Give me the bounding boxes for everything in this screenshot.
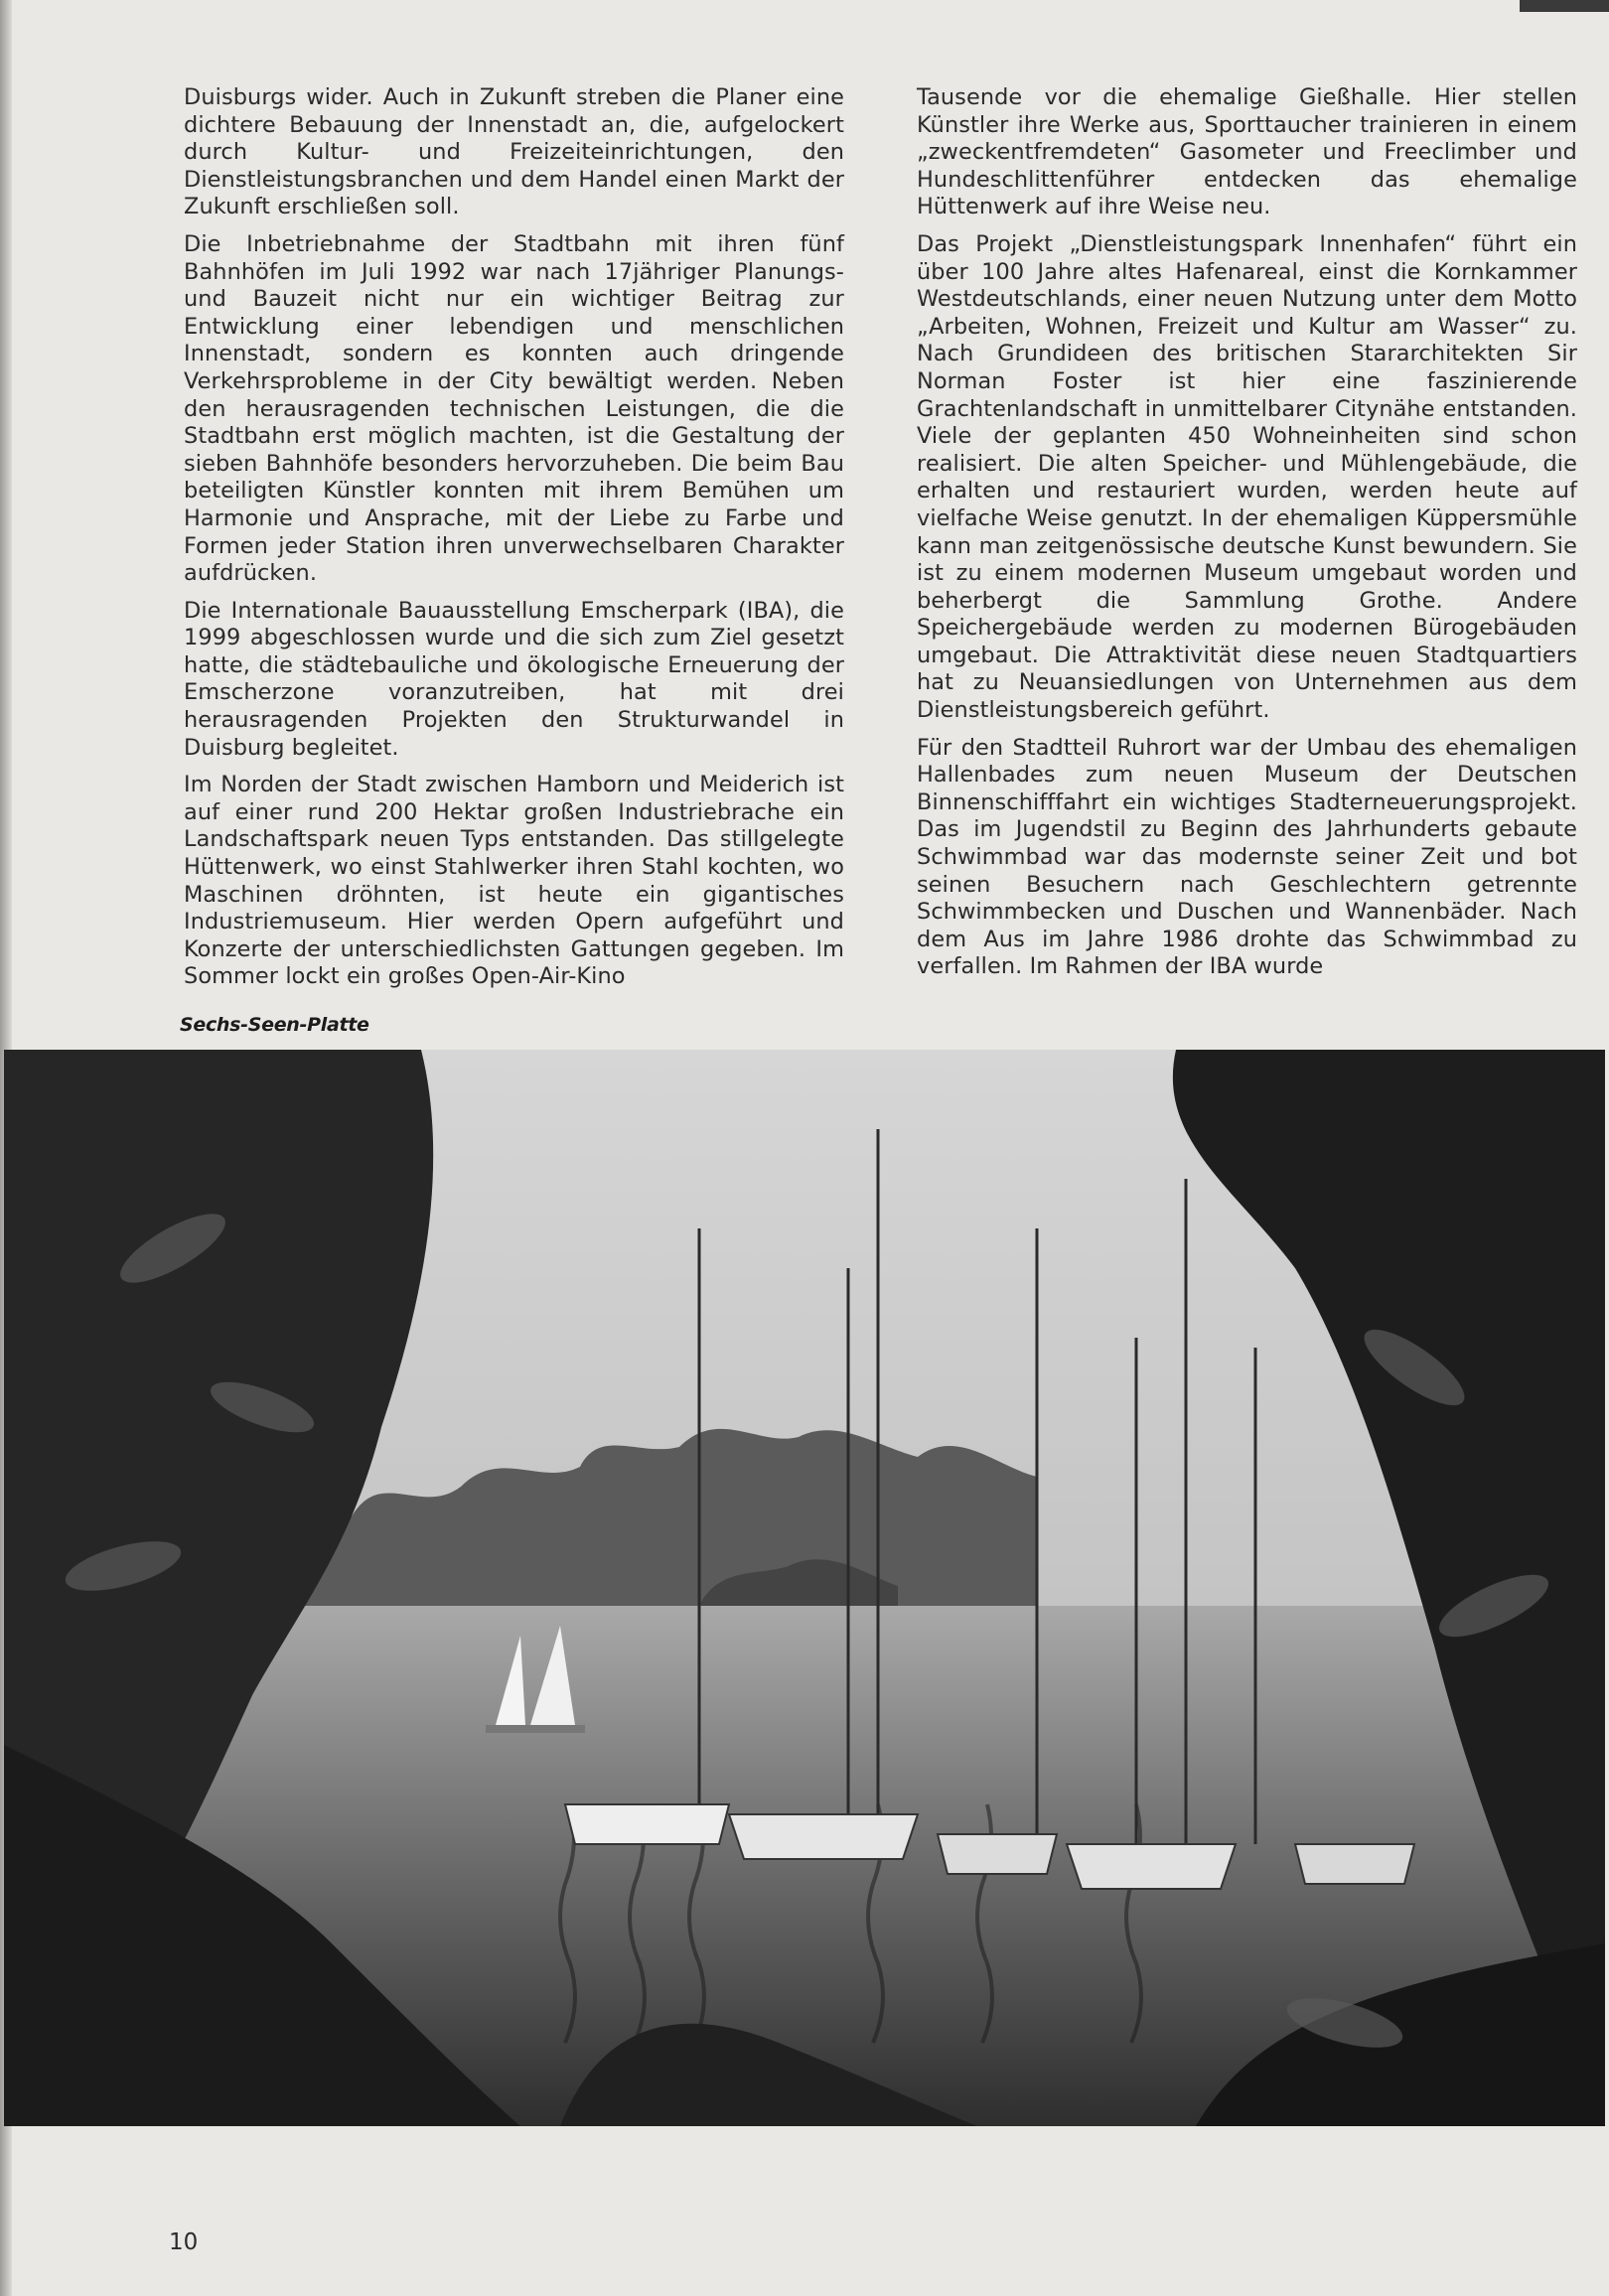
- harbor-illustration: [4, 1050, 1605, 2126]
- paragraph: Die Internationale Bauausstellung Emscherpark (IBA), die 1999 abgeschlossen wurde und die sich zum Ziel gesetzt hatte, die städtebauliche und ökologische Erneuerung der Emscherzone voranzutreiben, hat mit drei herausragenden Projekten den Strukturwandel in Duisburg begleitet.: [184, 597, 844, 761]
- paragraph: Duisburgs wider. Auch in Zukunft streben die Planer eine dichtere Bebauung der Innenstadt an, die, aufgelockert durch Kultur- und Freizeiteinrichtungen, den Dienstleistungsbranchen und dem Handel einen Markt der Zukunft erschließen soll.: [184, 84, 844, 220]
- paragraph: Tausende vor die ehemalige Gießhalle. Hier stellen Künstler ihre Werke aus, Sporttaucher trainieren in einem „zweckentfremdeten“ Gasometer und Freeclimber und Hundeschlittenführer entdecken das ehemalige Hüttenwerk auf ihre Weise neu.: [917, 84, 1577, 220]
- page-number: 10: [169, 2229, 199, 2255]
- paragraph: Das Projekt „Dienstleistungspark Innenhafen“ führt ein über 100 Jahre altes Hafenareal, einst die Kornkammer Westdeutschlands, einer neuen Nutzung unter dem Motto „Arbeiten, Wohnen, Freizeit und Kultur am Wasser“ zu. Nach Grundideen des britischen Stararchitekten Sir Norman Foster ist hier eine faszinierende Grachtenlandschaft in unmittelbarer Citynähe entstanden. Viele der geplanten 450 Wohneinheiten sind schon realisiert. Die alten Speicher- und Mühlengebäude, die erhalten und restauriert wurden, werden heute auf vielfache Weise genutzt. In der ehemaligen Küppersmühle kann man zeitgenössische deutsche Kunst bewundern. Sie ist zu einem modernen Museum umgebaut worden und beherbergt die Sammlung Grothe. Andere Speichergebäude werden zu modernen Bürogebäuden umgebaut. Die Attraktivität diese neuen Stadtquartiers hat zu Neuansiedlungen von Unternehmen aus dem Dienstleistungsbereich geführt.: [917, 230, 1577, 724]
- left-column: [184, 84, 844, 1001]
- article-body: [184, 84, 1577, 990]
- page-edge-corner: [1520, 0, 1609, 12]
- harbor-photo: [4, 1050, 1605, 2126]
- paragraph: Die Inbetriebnahme der Stadtbahn mit ihren fünf Bahnhöfen im Juli 1992 war nach 17jähriger Planungs- und Bauzeit nicht nur ein wichtiger Beitrag zur Entwicklung einer lebendigen und menschlichen Innenstadt, sondern es konnten auch dringende Verkehrsprobleme in der City bewältigt werden. Neben den herausragenden technischen Leistungen, die die Stadtbahn erst möglich machten, ist die Gestaltung der sieben Bahnhöfe besonders hervorzuheben. Die beim Bau beteiligten Künstler konnten mit ihrem Bemühen um Harmonie und Ansprache, mit der Liebe zu Farbe und Formen jeder Station ihren unverwechselbaren Charakter aufdrücken.: [184, 230, 844, 587]
- right-column: [917, 84, 1577, 991]
- paragraph: Im Norden der Stadt zwischen Hamborn und Meiderich ist auf einer rund 200 Hektar großen Industriebrache ein Landschaftspark neuen Typs entstanden. Das stillgelegte Hüttenwerk, wo einst Stahlwerker ihren Stahl kochten, wo Maschinen dröhnten, ist heute ein gigantisches Industriemuseum. Hier werden Opern aufgeführt und Konzerte der unterschiedlichsten Gattungen gegeben. Im Sommer lockt ein großes Open-Air-Kino: [184, 772, 844, 990]
- photo-caption: Sechs-Seen-Platte: [180, 1014, 369, 1036]
- paragraph: Für den Stadtteil Ruhrort war der Umbau des ehemaligen Hallenbades zum neuen Museum der Deutschen Binnenschifffahrt ein wichtiges Stadterneuerungsprojekt. Das im Jugendstil zu Beginn des Jahrhunderts gebaute Schwimmbad war das modernste seiner Zeit und bot seinen Besuchern nach Geschlechtern getrennte Schwimmbecken und Duschen und Wannenbäder. Nach dem Aus im Jahre 1986 drohte das Schwimmbad zu verfallen. Im Rahmen der IBA wurde: [917, 734, 1577, 980]
